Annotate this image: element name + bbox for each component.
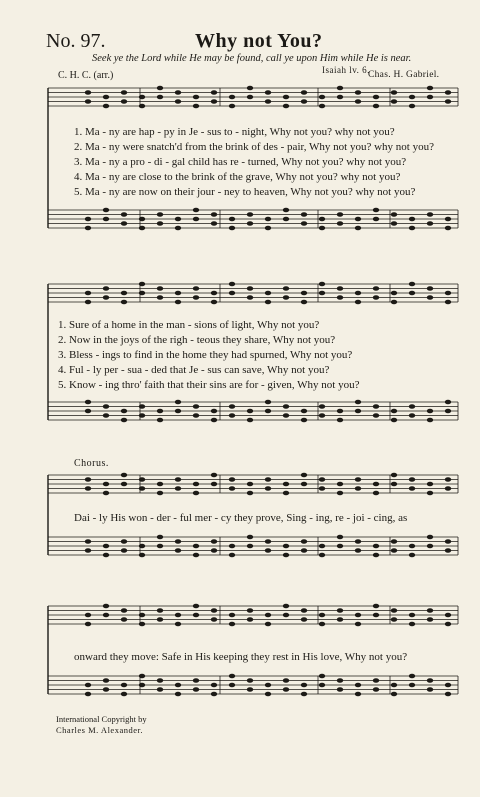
system2-verse-4: 4. Ful - ly per - sua - ded that Je - sus can save, Why not you?	[58, 364, 330, 376]
system2-verse-3: 3. Bless - ings to find in the home they had spurned, Why not you?	[58, 349, 353, 361]
hymn-number: No. 97.	[46, 30, 106, 52]
chorus-line-1: Dai - ly His won - der - ful mer - cy they prove, Sing - ing, re - joi - cing, as	[74, 512, 408, 524]
copyright-line-1: International Copyright by	[56, 714, 147, 724]
chorus-line-2: onward they move: Safe in His keeping they rest in His love, Why not you?	[74, 651, 408, 663]
arranger-credit: C. H. C. (arr.)	[58, 70, 114, 81]
system1-verse-3: 3. Ma - ny a pro - di - gal child has re - turned, Why not you? why not you?	[74, 156, 407, 168]
system2-verse-2: 2. Now in the joys of the righ - teous they share, Why not you?	[58, 334, 336, 346]
composer-credit: Chas. H. Gabriel.	[368, 70, 440, 80]
scripture-reference: Isaiah lv. 6.	[322, 65, 370, 75]
hymn-title: Why not You?	[195, 30, 323, 52]
copyright-line-2: Charles M. Alexander.	[56, 725, 143, 735]
chorus-label: Chorus.	[74, 458, 109, 469]
system2-verse-5: 5. Know - ing thro' faith that their sins are for - given, Why not you?	[58, 379, 360, 391]
system1-verse-5: 5. Ma - ny are now on their jour - ney to heaven, Why not you? why not you?	[74, 186, 416, 198]
system1-verse-2: 2. Ma - ny were snatch'd from the brink of des - pair, Why not you? why not you?	[74, 141, 434, 153]
system1-verse-4: 4. Ma - ny are close to the brink of the grave, Why not you? why not you?	[74, 171, 401, 183]
system2-verse-1: 1. Sure of a home in the man - sions of light, Why not you?	[58, 319, 320, 331]
scripture-text: Seek ye the Lord while He may be found, call ye upon Him while He is near.	[92, 53, 412, 64]
system1-verse-1: 1. Ma - ny are hap - py in Je - sus to - night, Why not you? why not you?	[74, 126, 395, 138]
